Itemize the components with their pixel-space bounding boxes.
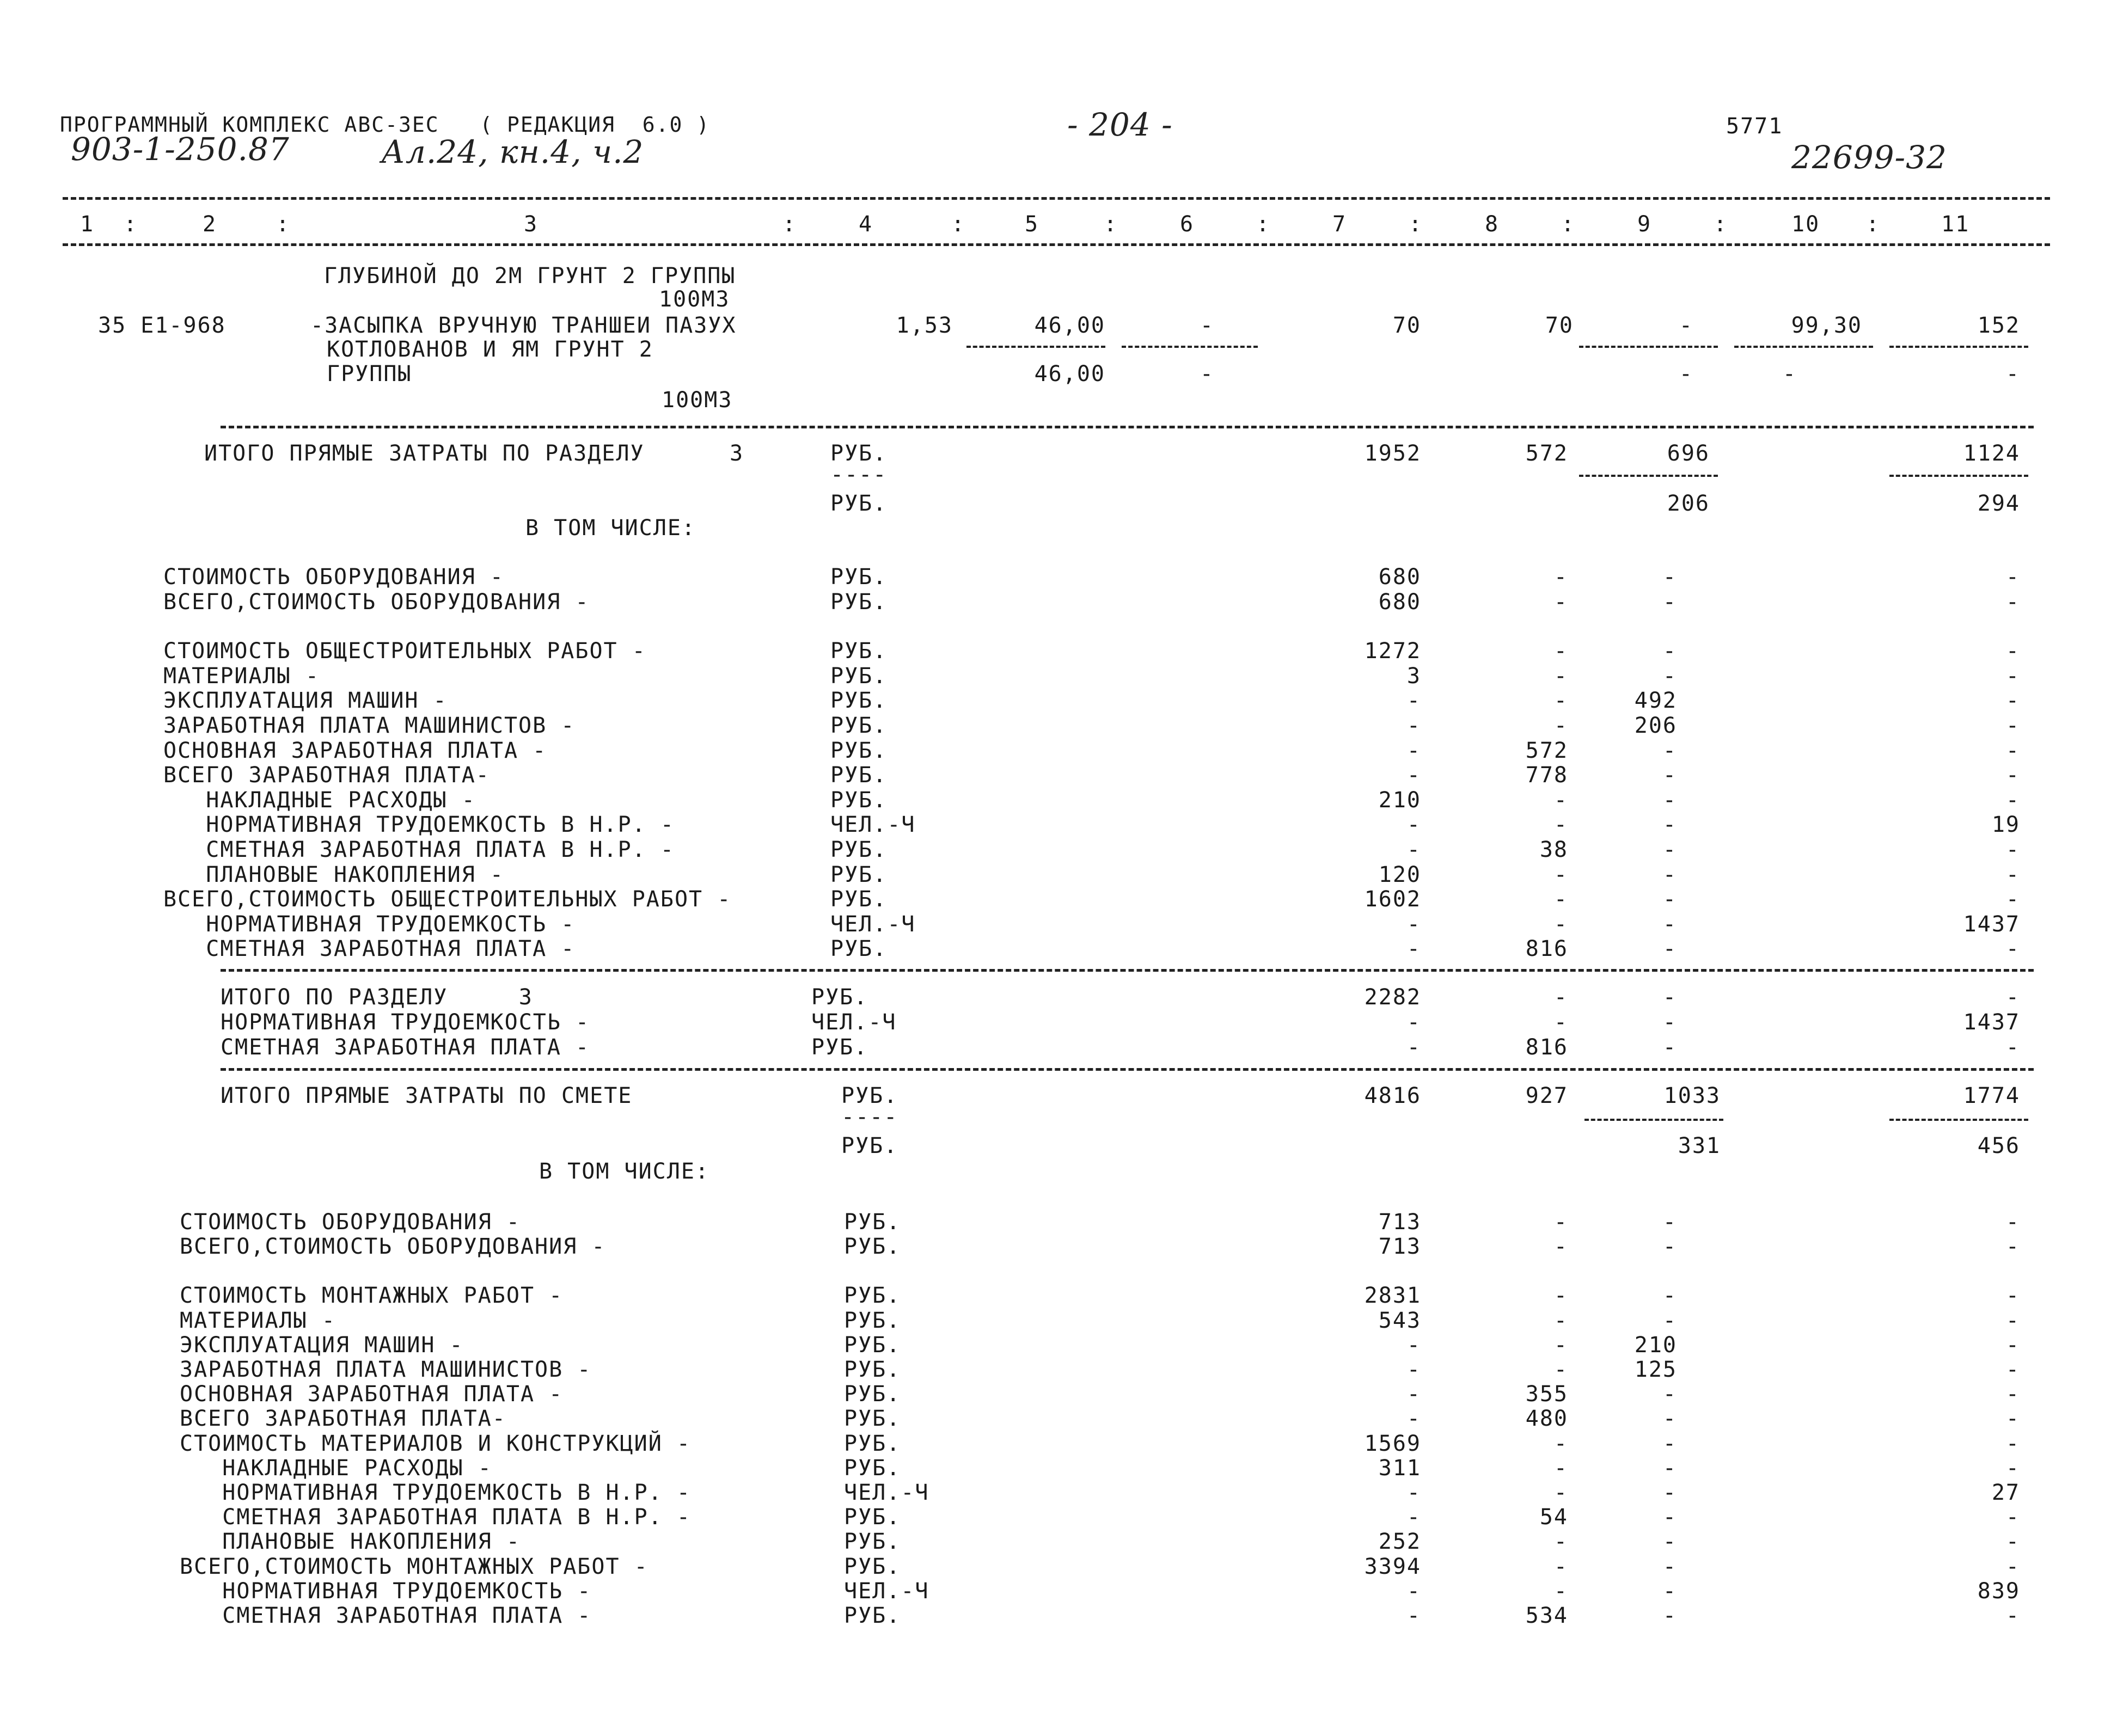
row-unit: РУБ. (830, 589, 888, 615)
row-cost: 680 (1378, 589, 1421, 615)
row-label: СМЕТНАЯ ЗАРАБОТНАЯ ПЛАТА - (221, 1035, 590, 1060)
row-labor: - (2005, 1431, 2020, 1456)
item-unit: 100М3 (662, 388, 733, 413)
row-label: НОРМАТИВНАЯ ТРУДОЕМКОСТЬ В Н.Р. - (163, 812, 675, 838)
estimate-total-cost: 4816 (1364, 1083, 1421, 1108)
row-wages: - (1553, 911, 1568, 937)
header-rule-bottom (63, 243, 2050, 246)
col-header-sep: : (1865, 212, 1881, 237)
row-labor: - (2005, 1035, 2020, 1060)
doc-number: 903-1-250.87 (71, 131, 290, 168)
row-unit: РУБ. (844, 1554, 901, 1579)
row-wages: - (1553, 565, 1568, 590)
row-labor: - (2005, 565, 2020, 590)
row-labor: - (2005, 862, 2020, 887)
row-cost: 543 (1378, 1308, 1421, 1333)
estimate-total-labor: 1774 (1963, 1083, 2020, 1108)
row-cost: - (1406, 1578, 1421, 1604)
row-wages: 816 (1525, 936, 1568, 962)
item-name-line-1: -ЗАСЫПКА ВРУЧНУЮ ТРАНШЕИ ПАЗУХ (310, 313, 737, 338)
item-col6: - (1200, 313, 1214, 338)
col-header-sep: : (951, 212, 966, 237)
item-quantity: 1,53 (896, 313, 953, 338)
row-label: ОСНОВНАЯ ЗАРАБОТНАЯ ПЛАТА - (180, 1382, 564, 1407)
row-wages: - (1553, 1480, 1568, 1505)
row-label: НОРМАТИВНАЯ ТРУДОЕМКОСТЬ - (221, 1010, 590, 1035)
row-labor: 839 (1977, 1578, 2020, 1604)
row-unit: РУБ. (844, 1431, 901, 1456)
row-machines: - (1662, 1505, 1677, 1530)
row-wages: - (1553, 787, 1568, 813)
row-unit: РУБ. (844, 1529, 901, 1555)
col-header-sep: : (1561, 212, 1576, 237)
row-machines: - (1662, 1529, 1677, 1555)
item-col6-rule (1122, 346, 1258, 348)
row-label: СМЕТНАЯ ЗАРАБОТНАЯ ПЛАТА В Н.Р. - (163, 837, 675, 862)
row-labor: - (2005, 663, 2020, 689)
row-wages: 534 (1525, 1603, 1568, 1628)
row-label: СТОИМОСТЬ ОБОРУДОВАНИЯ - (180, 1210, 521, 1235)
section-total-unit: РУБ. (830, 441, 888, 466)
col-header-sep: : (1713, 212, 1728, 237)
row-machines: - (1662, 985, 1677, 1010)
item-labor-total-sub: - (2005, 361, 2020, 387)
row-machines: - (1662, 1010, 1677, 1035)
row-cost: - (1406, 837, 1421, 862)
row-unit: ЧЕЛ.-Ч (830, 812, 916, 838)
row-label: НАКЛАДНЫЕ РАСХОДЫ - (163, 787, 476, 813)
row-labor: - (2005, 1308, 2020, 1333)
row-cost: 1569 (1364, 1431, 1421, 1456)
row-label: ВСЕГО,СТОИМОСТЬ МОНТАЖНЫХ РАБОТ - (180, 1554, 648, 1579)
item-name-line-3: ГРУППЫ (327, 361, 412, 387)
row-wages: 778 (1525, 763, 1568, 788)
section-total-dash: ---- (830, 462, 888, 487)
col-header-3: 3 (523, 212, 539, 237)
item-col9-rule (1579, 346, 1718, 348)
item-labor-norm-sub: - (1782, 361, 1797, 387)
col-header-11: 11 (1941, 212, 1970, 237)
row-cost: - (1406, 1035, 1421, 1060)
item-total-cost: 70 (1392, 313, 1421, 338)
row-labor: - (2005, 763, 2020, 788)
item-col10-rule (1734, 346, 1873, 348)
estimate-total-machines-rule (1584, 1119, 1723, 1121)
row-wages: - (1553, 1578, 1568, 1604)
row-label: НОРМАТИВНАЯ ТРУДОЕМКОСТЬ - (163, 911, 576, 937)
item-col11-rule (1889, 346, 2028, 348)
row-wages: 572 (1525, 738, 1568, 763)
estimate-total-labor-rule (1889, 1119, 2028, 1121)
row-wages: - (1553, 1210, 1568, 1235)
row-labor: - (2005, 1529, 2020, 1555)
row-labor: - (2005, 936, 2020, 962)
row-labor: - (2005, 1357, 2020, 1382)
row-machines: - (1662, 1431, 1677, 1456)
row-label: ВСЕГО,СТОИМОСТЬ ОБЩЕСТРОИТЕЛЬНЫХ РАБОТ - (163, 887, 732, 912)
row-labor: - (2005, 1455, 2020, 1481)
row-cost: 252 (1378, 1529, 1421, 1555)
row-label: ОСНОВНАЯ ЗАРАБОТНАЯ ПЛАТА - (163, 738, 547, 763)
row-cost: - (1406, 688, 1421, 714)
row-cost: 120 (1378, 862, 1421, 887)
row-cost: - (1406, 1010, 1421, 1035)
row-wages: - (1553, 1554, 1568, 1579)
row-cost: 1272 (1364, 639, 1421, 664)
row-wages: 355 (1525, 1382, 1568, 1407)
estimate-total-label: ИТОГО ПРЯМЫЕ ЗАТРАТЫ ПО СМЕТЕ (221, 1083, 633, 1108)
row-machines: - (1662, 837, 1677, 862)
row-machines: - (1662, 1554, 1677, 1579)
item-unit-price-wages: 46,00 (1034, 361, 1105, 387)
row-wages: - (1553, 1529, 1568, 1555)
row-labor: - (2005, 1210, 2020, 1235)
row-label: НОРМАТИВНАЯ ТРУДОЕМКОСТЬ - (180, 1578, 592, 1604)
row-labor: - (2005, 787, 2020, 813)
row-wages: - (1553, 862, 1568, 887)
col-header-sep: : (1256, 212, 1271, 237)
row-wages: - (1553, 713, 1568, 738)
item-machines: - (1679, 313, 1693, 338)
row-machines: - (1662, 936, 1677, 962)
item-col6-sub: - (1200, 361, 1214, 387)
row-labor: - (2005, 1406, 2020, 1432)
row-unit: РУБ. (830, 837, 888, 862)
row-machines: 125 (1634, 1357, 1677, 1382)
col-header-4: 4 (858, 212, 873, 237)
row-unit: РУБ. (844, 1308, 901, 1333)
row-wages: - (1553, 887, 1568, 912)
section-total-machines-rule (1579, 475, 1718, 477)
row-unit: РУБ. (844, 1234, 901, 1260)
row-label: СМЕТНАЯ ЗАРАБОТНАЯ ПЛАТА - (180, 1603, 592, 1628)
row-unit: РУБ. (844, 1283, 901, 1309)
estimate-including-label: В ТОМ ЧИСЛЕ: (539, 1159, 709, 1184)
row-wages: - (1553, 1431, 1568, 1456)
section-total-labor-sub: 294 (1977, 491, 2020, 516)
row-wages: 38 (1539, 837, 1568, 862)
estimate-total-dash: ---- (841, 1105, 898, 1130)
row-label: ПЛАНОВЫЕ НАКОПЛЕНИЯ - (180, 1529, 521, 1555)
row-machines: - (1662, 1406, 1677, 1432)
row-label: СТОИМОСТЬ МОНТАЖНЫХ РАБОТ - (180, 1283, 564, 1309)
row-cost: 210 (1378, 787, 1421, 813)
row-unit: РУБ. (844, 1505, 901, 1530)
section-summary-rule-bottom (221, 1068, 2034, 1071)
row-unit: ЧЕЛ.-Ч (844, 1480, 929, 1505)
row-machines: - (1662, 1603, 1677, 1628)
row-unit: РУБ. (830, 565, 888, 590)
col-header-10: 10 (1791, 212, 1820, 237)
row-unit: РУБ. (830, 787, 888, 813)
row-label: ЭКСПЛУАТАЦИЯ МАШИН - (180, 1332, 464, 1358)
row-cost: 2282 (1364, 985, 1421, 1010)
section-summary-rule-top (221, 969, 2034, 972)
section-total-labor: 1124 (1963, 441, 2020, 466)
continued-line-1: ГЛУБИНОЙ ДО 2М ГРУНТ 2 ГРУППЫ (324, 263, 736, 289)
row-label: ЭКСПЛУАТАЦИЯ МАШИН - (163, 688, 448, 714)
row-label: ВСЕГО ЗАРАБОТНАЯ ПЛАТА- (163, 763, 490, 788)
row-wages: 816 (1525, 1035, 1568, 1060)
row-cost: 1602 (1364, 887, 1421, 912)
row-cost: 713 (1378, 1234, 1421, 1260)
row-labor: 27 (1991, 1480, 2020, 1505)
row-cost: - (1406, 1406, 1421, 1432)
row-machines: - (1662, 911, 1677, 937)
row-cost: - (1406, 1480, 1421, 1505)
row-cost: - (1406, 1332, 1421, 1358)
row-unit: РУБ. (830, 738, 888, 763)
row-wages: - (1553, 589, 1568, 615)
row-unit: РУБ. (844, 1455, 901, 1481)
row-wages: - (1553, 1283, 1568, 1309)
row-label: НОРМАТИВНАЯ ТРУДОЕМКОСТЬ В Н.Р. - (180, 1480, 691, 1505)
row-labor: - (2005, 589, 2020, 615)
section-total-label: ИТОГО ПРЯМЫЕ ЗАТРАТЫ ПО РАЗДЕЛУ 3 (204, 441, 744, 466)
col-header-7: 7 (1332, 212, 1347, 237)
row-label: ИТОГО ПО РАЗДЕЛУ 3 (221, 985, 533, 1010)
row-labor: - (2005, 1505, 2020, 1530)
col-header-9: 9 (1637, 212, 1652, 237)
item-name-line-2: КОТЛОВАНОВ И ЯМ ГРУНТ 2 (327, 337, 653, 362)
row-cost: 3 (1406, 663, 1421, 689)
section-total-machines-sub: 206 (1667, 491, 1710, 516)
row-cost: - (1406, 911, 1421, 937)
row-label: ВСЕГО,СТОИМОСТЬ ОБОРУДОВАНИЯ - (180, 1234, 606, 1260)
row-cost: 311 (1378, 1455, 1421, 1481)
section-including-label: В ТОМ ЧИСЛЕ: (525, 516, 696, 541)
col-header-sep: : (1408, 212, 1423, 237)
doc-code: 22699-32 (1791, 139, 1947, 176)
item-labor-norm: 99,30 (1791, 313, 1862, 338)
row-machines: - (1662, 1578, 1677, 1604)
row-machines: - (1662, 1382, 1677, 1407)
row-wages: - (1553, 1357, 1568, 1382)
row-cost: - (1406, 763, 1421, 788)
col-header-sep: : (782, 212, 797, 237)
row-cost: - (1406, 1603, 1421, 1628)
row-unit: ЧЕЛ.-Ч (844, 1578, 929, 1604)
page-number: - 204 - (1067, 106, 1173, 143)
row-unit: РУБ. (830, 663, 888, 689)
row-unit: РУБ. (844, 1406, 901, 1432)
row-labor: 19 (1991, 812, 2020, 838)
album-reference: Ал.24, кн.4, ч.2 (381, 133, 644, 170)
col-header-sep: : (1103, 212, 1118, 237)
row-machines: - (1662, 565, 1677, 590)
estimate-total-unit-2: РУБ. (841, 1133, 898, 1158)
item-unit-price: 46,00 (1034, 313, 1105, 338)
row-unit: РУБ. (830, 713, 888, 738)
col-header-1: 1 (79, 212, 95, 237)
row-wages: - (1553, 1332, 1568, 1358)
row-cost: 680 (1378, 565, 1421, 590)
continued-unit: 100М3 (659, 287, 730, 312)
row-unit: РУБ. (830, 862, 888, 887)
col-header-2: 2 (202, 212, 217, 237)
row-cost: - (1406, 1505, 1421, 1530)
row-label: МАТЕРИАЛЫ - (163, 663, 320, 689)
row-machines: - (1662, 787, 1677, 813)
section-rule-top (221, 426, 2034, 428)
row-cost: - (1406, 1357, 1421, 1382)
section-total-machines: 696 (1667, 441, 1710, 466)
row-label: ВСЕГО,СТОИМОСТЬ ОБОРУДОВАНИЯ - (163, 589, 590, 615)
row-wages: - (1553, 1010, 1568, 1035)
row-label: СТОИМОСТЬ МАТЕРИАЛОВ И КОНСТРУКЦИЙ - (180, 1431, 691, 1456)
row-machines: 210 (1634, 1332, 1677, 1358)
row-labor: - (2005, 713, 2020, 738)
row-label: МАТЕРИАЛЫ - (180, 1308, 336, 1333)
row-wages: - (1553, 688, 1568, 714)
row-labor: - (2005, 985, 2020, 1010)
item-labor-total: 152 (1977, 313, 2020, 338)
row-unit: ЧЕЛ.-Ч (811, 1010, 897, 1035)
row-machines: 206 (1634, 713, 1677, 738)
row-unit: РУБ. (830, 688, 888, 714)
row-label: СМЕТНАЯ ЗАРАБОТНАЯ ПЛАТА - (163, 936, 576, 962)
row-machines: - (1662, 763, 1677, 788)
row-wages: - (1553, 812, 1568, 838)
row-label: ЗАРАБОТНАЯ ПЛАТА МАШИНИСТОВ - (163, 713, 576, 738)
row-cost: - (1406, 812, 1421, 838)
row-labor: - (2005, 887, 2020, 912)
row-unit: ЧЕЛ.-Ч (830, 911, 916, 937)
row-unit: РУБ. (844, 1210, 901, 1235)
row-machines: - (1662, 1308, 1677, 1333)
row-machines: - (1662, 589, 1677, 615)
row-label: ВСЕГО ЗАРАБОТНАЯ ПЛАТА- (180, 1406, 506, 1432)
item-machines-sub: - (1679, 361, 1693, 387)
row-label: СТОИМОСТЬ ОБЩЕСТРОИТЕЛЬНЫХ РАБОТ - (163, 639, 646, 664)
row-machines: - (1662, 738, 1677, 763)
row-wages: - (1553, 1234, 1568, 1260)
estimate-total-labor-sub: 456 (1977, 1133, 2020, 1158)
row-labor: - (2005, 1332, 2020, 1358)
section-total-cost: 1952 (1364, 441, 1421, 466)
row-wages: - (1553, 663, 1568, 689)
row-wages: - (1553, 639, 1568, 664)
row-unit: РУБ. (830, 936, 888, 962)
row-machines: - (1662, 1283, 1677, 1309)
row-cost: - (1406, 713, 1421, 738)
row-machines: - (1662, 639, 1677, 664)
row-labor: - (2005, 1234, 2020, 1260)
row-unit: РУБ. (844, 1603, 901, 1628)
section-total-unit-2: РУБ. (830, 491, 888, 516)
row-cost: - (1406, 936, 1421, 962)
col-header-sep: : (276, 212, 291, 237)
row-label: ПЛАНОВЫЕ НАКОПЛЕНИЯ - (163, 862, 504, 887)
row-labor: - (2005, 1382, 2020, 1407)
row-wages: 54 (1539, 1505, 1568, 1530)
row-machines: - (1662, 1234, 1677, 1260)
row-unit: РУБ. (830, 639, 888, 664)
row-label: НАКЛАДНЫЕ РАСХОДЫ - (180, 1455, 492, 1481)
row-machines: - (1662, 1480, 1677, 1505)
section-total-wages: 572 (1525, 441, 1568, 466)
row-unit: РУБ. (844, 1332, 901, 1358)
row-labor: 1437 (1963, 911, 2020, 937)
row-labor: - (2005, 837, 2020, 862)
row-unit: РУБ. (830, 763, 888, 788)
row-machines: - (1662, 812, 1677, 838)
row-machines: - (1662, 1035, 1677, 1060)
row-labor: 1437 (1963, 1010, 2020, 1035)
row-unit: РУБ. (844, 1357, 901, 1382)
row-label: ЗАРАБОТНАЯ ПЛАТА МАШИНИСТОВ - (180, 1357, 592, 1382)
row-unit: РУБ. (844, 1382, 901, 1407)
estimate-total-unit: РУБ. (841, 1083, 898, 1108)
row-cost: 2831 (1364, 1283, 1421, 1309)
estimate-total-wages: 927 (1525, 1083, 1568, 1108)
row-cost: - (1406, 738, 1421, 763)
row-unit: РУБ. (811, 1035, 868, 1060)
program-line: ПРОГРАММНЫЙ КОМПЛЕКС АВС-ЗЕС ( РЕДАКЦИЯ 6.0 ) (60, 113, 711, 137)
row-machines: - (1662, 1210, 1677, 1235)
estimate-total-machines-sub: 331 (1678, 1133, 1721, 1158)
row-labor: - (2005, 1554, 2020, 1579)
row-machines: - (1662, 663, 1677, 689)
row-label: СТОИМОСТЬ ОБОРУДОВАНИЯ - (163, 565, 504, 590)
col-header-8: 8 (1484, 212, 1500, 237)
estimate-total-machines: 1033 (1663, 1083, 1721, 1108)
col-header-6: 6 (1179, 212, 1195, 237)
row-wages: 480 (1525, 1406, 1568, 1432)
row-labor: - (2005, 1603, 2020, 1628)
row-wages: - (1553, 1455, 1568, 1481)
row-label: СМЕТНАЯ ЗАРАБОТНАЯ ПЛАТА В Н.Р. - (180, 1505, 691, 1530)
row-labor: - (2005, 738, 2020, 763)
row-wages: - (1553, 1308, 1568, 1333)
row-labor: - (2005, 639, 2020, 664)
item-number: 35 Е1-968 (98, 313, 226, 338)
row-labor: - (2005, 688, 2020, 714)
row-machines: - (1662, 1455, 1677, 1481)
row-unit: РУБ. (811, 985, 868, 1010)
item-wages: 70 (1545, 313, 1574, 338)
col-header-5: 5 (1024, 212, 1039, 237)
row-cost: - (1406, 1382, 1421, 1407)
order-number: 5771 (1726, 114, 1783, 139)
row-machines: - (1662, 862, 1677, 887)
row-cost: 713 (1378, 1210, 1421, 1235)
row-cost: 3394 (1364, 1554, 1421, 1579)
row-machines: - (1662, 887, 1677, 912)
row-unit: РУБ. (830, 887, 888, 912)
col-header-sep: : (123, 212, 138, 237)
item-price-rule (966, 346, 1105, 348)
row-wages: - (1553, 985, 1568, 1010)
header-rule-top (63, 197, 2050, 200)
row-machines: 492 (1634, 688, 1677, 714)
row-labor: - (2005, 1283, 2020, 1309)
section-total-labor-rule (1889, 475, 2028, 477)
